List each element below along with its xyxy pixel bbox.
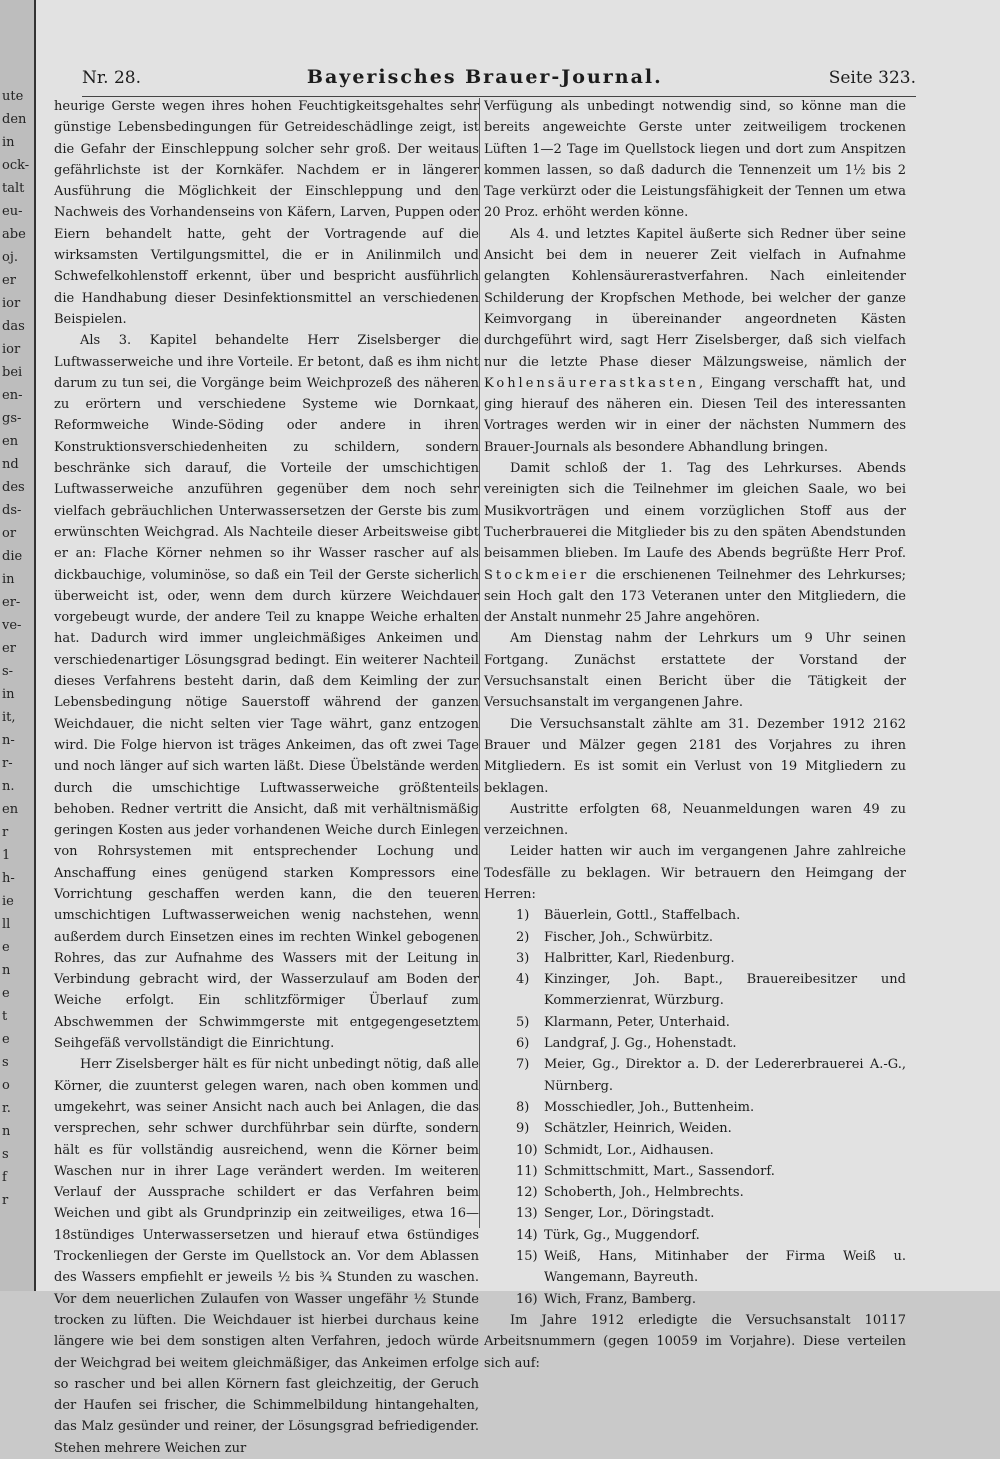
adjacent-page-edge [0,0,36,1291]
page-header [82,66,916,97]
margin-fragment: n [2,1124,11,1139]
list-item: 10) Schmidt, Lor., Aidhausen. [516,1142,714,1158]
margin-fragment: r- [2,756,13,771]
margin-fragment: e [2,1032,10,1047]
list-item: 8) Mosschiedler, Joh., Buttenheim. [516,1099,755,1115]
list-item: 13) Senger, Lor., Döringstadt. [516,1206,715,1222]
margin-fragment: h- [2,871,15,886]
margin-fragment: ds- [2,503,22,518]
list-item: 9) Schätzler, Heinrich, Weiden. [516,1121,732,1137]
margin-fragment: n [2,963,11,978]
list-item: 1) Bäuerlein, Gottl., Staffelbach. [516,908,741,924]
margin-fragment: ior [2,296,21,311]
margin-fragment: en- [2,388,23,403]
margin-fragment: r [2,1193,9,1208]
margin-fragment: ock- [2,158,30,173]
margin-fragment: e [2,986,10,1001]
paragraph: Als 3. Kapitel behandelte Herr Ziselsberger die Luftwasserweiche und ihre Vorteile. Er betont, daß es ihm nicht darum zu tun sei, die Vorgänge beim Weichprozeß des näheren zu erörtern und verschiedene Systeme wie Dornkaat, Reformweiche Winde-Söding oder andere in ihren Konstruktionsverschiedenheiten zu schildern, sondern beschränke sich darauf, die Vorteile der umschichtigen Luftwasserweiche anzuführen gegenüber dem noch sehr vielfach gebräuchlichen Unterwassersetzen der Gerste bis zum erwünschten Weichgrad. Als Nachteile dieser Arbeitsweise gibt er an: Flache Körner nehmen so ihr Wasser rascher auf als dickbauchige, voluminöse, so daß ein Teil der Gerste sicherlich überweicht ist, oder, wenn dem durch kürzere Weichdauer vorgebeugt wurde, der andere Teil zu knappe Weiche erhalten hat. Dadurch wird immer ungleichmäßiges Ankeimen und verschiedenartiger Lösungsgrad bedingt. Ein weiterer Nachteil dieses Verfahrens besteht darin, daß dem Keimling der zur Lebensbedingung nötige Sauerstoff während der ganzen Weichdauer, die nicht selten vier Tage währt, ganz entzogen wird. Die Folge hiervon ist träges Ankeimen, das oft zwei Tage und noch länger auf sich warten läßt. Diese Übelstände werden durch die umschichtige Luftwasserweiche größtenteils behoben. Redner vertritt die Ansicht, daß mit verhältnismäßig geringen Kosten aus jeder vorhandenen Weiche durch Einlegen von Rohrsystemen mit entsprechender Lochung und Anschaffung eines genügend starken Kompressors eine Vorrichtung geschaffen werden kann, die den teueren umschichtigen Luftwasserweichen wenig nachstehen, wenn außerdem durch Einsetzen eines im rechten Winkel gebogenen Rohres, das zur Aufnahme des Wassers mit der Leitung in Verbindung gebracht wird, der Wasserzulauf am Boden der Weiche erfolgt. Ein schlitzförmiger Überlauf zum Abschwemmen der Schwimmgerste mit entgegengesetztem Seihgefäß vervollständigt die Einrichtung. [54,333,479,1052]
margin-fragment: n. [2,779,15,794]
margin-fragment: e [2,940,10,955]
list-item: 15) Weiß, Hans, Mitinhaber der Firma Weiß u. Wangemann, Bayreuth. [516,1249,906,1286]
margin-fragment: abe [2,227,26,242]
list-item: 11) Schmittschmitt, Mart., Sassendorf. [516,1163,775,1179]
paragraph: heurige Gerste wegen ihres hohen Feuchtigkeitsgehaltes sehr günstige Lebensbedingungen für Getreideschädlinge zeigt, ist die Gefahr der Einschleppung solcher sehr groß. Der weitaus gefährlichste ist der Kornkäfer. Nachdem er in längerer Ausführung die Möglichkeit der Einschleppung und den Nachweis des Vorhandenseins von Käfern, Larven, Puppen oder Eiern behandelt hatte, geht der Vortragende auf die wirksamsten Vertilgungsmittel, die er in Anilinmilch und Schwefelkohlenstoff erkennt, über und bespricht ausführlich die Handhabung dieser Desinfektionsmittel an verschiedenen Beispielen. [54,99,479,327]
margin-fragment: f [2,1170,7,1185]
margin-fragment: nd [2,457,19,472]
list-item: 16) Wich, Franz, Bamberg. [516,1291,696,1307]
margin-fragment: it, [2,710,16,725]
right-column [484,96,906,1374]
paragraph: Leider hatten wir auch im vergangenen Jahre zahlreiche Todesfälle zu beklagen. Wir betrauern den Heimgang der Herren: [484,844,906,902]
margin-fragment: ve- [2,618,22,633]
margin-fragment: en [2,802,19,817]
margin-fragment: er- [2,595,21,610]
margin-fragment: s- [2,664,14,679]
margin-fragment: o [2,1078,10,1093]
list-item: 3) Halbritter, Karl, Riedenburg. [516,950,735,966]
issue-number: Nr. 28. [82,68,141,88]
margin-fragment: s [2,1147,9,1162]
margin-fragment: er [2,641,16,656]
obituary-list [484,905,906,1310]
list-item: 2) Fischer, Joh., Schwürbitz. [516,929,714,945]
margin-fragment: ute [2,89,24,104]
list-item: 12) Schoberth, Joh., Helmbrechts. [516,1185,744,1201]
paragraph: Im Jahre 1912 erledigte die Versuchsanstalt 10117 Arbeitsnummern (gegen 10059 im Vorjahre). Diese verteilen sich auf: [484,1312,906,1371]
margin-fragment: or [2,526,17,541]
list-item: 6) Landgraf, J. Gg., Hohenstadt. [516,1036,737,1052]
margin-fragment: t [2,1009,8,1024]
margin-fragment: n- [2,733,15,748]
list-item: 14) Türk, Gg., Muggendorf. [516,1227,700,1243]
margin-fragment: in [2,135,15,150]
margin-fragment: eu- [2,204,23,219]
margin-fragment: die [2,549,23,564]
page-number: Seite 323. [828,68,916,88]
paragraph: Herr Ziselsberger hält es für nicht unbedingt nötig, daß alle Körner, die zuunterst gelegen waren, nach oben kommen und umgekehrt, was seiner Ansicht nach auch bei Anlagen, die das versprechen, sehr schwer durchführbar sein dürfte, sondern hält es für vollständig ausreichend, wenn die Körner beim Waschen nur in ihrer Lage verändert werden. Im weiteren Verlauf der Aussprache schildert er das Verfahren beim Weichen und gibt als Grundprinzip ein zeitweiliges, etwa 16—18stündiges Unterwassersetzen und hierauf etwa 6stündiges Trockenliegen der Gerste im Quellstock an. Vor dem Ablassen des Wassers empfiehlt er jeweils ½ bis ¾ Stunden zu waschen. Vor dem neuerlichen Zulaufen von Wasser ungefähr ½ Stunde trocken zu lüften. Die Weichdauer ist hierbei durchaus keine längere wie bei dem sonstigen alten Verfahren, jedoch würde der Weichgrad bei weitem gleichmäßiger, das Ankeimen erfolge so rascher und bei allen Körnern fast gleichzeitig, der Geruch der Haufen sei frischer, die Schimmelbildung hintangehalten, das Malz gesünder und reiner, der Lösungsgrad befriedigender. Stehen mehrere Weichen zur [54,1057,479,1456]
margin-fragment: ior [2,342,21,357]
margin-fragment: talt [2,181,25,196]
paragraph: Austritte erfolgten 68, Neuanmeldungen waren 49 zu verzeichnen. [484,801,906,839]
margin-fragment: r [2,825,9,840]
margin-fragment: das [2,319,25,334]
left-column [54,96,479,1459]
paragraph: Verfügung als unbedingt notwendig sind, so könne man die bereits angeweichte Gerste unter zeitweiligem trockenen Lüften 1—2 Tage im Quellstock liegen und dort zum Anspitzen kommen lassen, so daß dadurch die Tennenzeit um 1½ bis 2 Tage verkürzt oder die Leistungsfähigkeit der Tennen um etwa 20 Proz. erhöht werden könne. [484,99,906,221]
margin-fragment: gs- [2,411,22,426]
margin-fragment: 1 [2,848,11,863]
journal-title: Bayerisches Brauer-Journal. [306,66,663,88]
list-item: 7) Meier, Gg., Direktor a. D. der Ledererbrauerei A.-G., Nürnberg. [516,1057,906,1094]
margin-fragment: in [2,687,15,702]
margin-fragment: in [2,572,15,587]
margin-fragment: er [2,273,16,288]
paragraph: Die Versuchsanstalt zählte am 31. Dezember 1912 2162 Brauer und Mälzer gegen 2181 des Vorjahres zu ihren Mitgliedern. Es ist somit ein Verlust von 19 Mitgliedern zu beklagen. [484,716,906,796]
margin-fragment: ll [2,917,11,932]
list-item: 5) Klarmann, Peter, Unterhaid. [516,1014,730,1030]
list-item: 4) Kinzinger, Joh. Bapt., Brauereibesitzer und Kommerzienrat, Würzburg. [516,972,906,1009]
margin-fragment: des [2,480,25,495]
margin-fragment: r. [2,1101,11,1116]
margin-fragment: ie [2,894,14,909]
newspaper-page [36,0,1000,1456]
margin-fragment: den [2,112,27,127]
paragraph: Als 4. und letztes Kapitel äußerte sich Redner über seine Ansicht bei dem in neuerer Zeit vielfach in Aufnahme gelangten Kohlensäurerastverfahren. Nach einleitender Schilderung der Kropfschen Methode, bei welcher der ganze Keimvorgang in übereinander angeordneten Kästen durchgeführt wird, sagt Herr Ziselsberger, daß sich vielfach nur die letzte Phase dieser Mälzungsweise, nämlich der Kohlensäurerastkasten, Eingang verschafft hat, und ging hierauf des näheren ein. Diesen Teil des interessanten Vortrages werden wir in einer der nächsten Nummern des Brauer-Journals als besondere Abhandlung bringen. [484,226,906,455]
margin-fragment: oj. [2,250,18,265]
paragraph: Damit schloß der 1. Tag des Lehrkurses. Abends vereinigten sich die Teilnehmer im gleichen Saale, wo bei Musikvorträgen und einem vorzüglichen Stoff aus der Tucherbrauerei die Mitglieder bis zu den späten Abendstunden beisammen blieben. Im Laufe des Abends begrüßte Herr Prof. Stockmeier die erschienenen Teilnehmer des Lehrkurses; sein Hoch galt den 173 Veteranen unter den Mitgliedern, die der Anstalt nunmehr 25 Jahre angehören. [484,461,906,626]
margin-fragment: bei [2,365,23,380]
margin-fragment: s [2,1055,9,1070]
paragraph: Am Dienstag nahm der Lehrkurs um 9 Uhr seinen Fortgang. Zunächst erstattete der Vorstand der Versuchsanstalt einen Bericht über die Tätigkeit der Versuchsanstalt im vergangenen Jahre. [484,631,906,711]
margin-fragment: en [2,434,19,449]
column-divider [479,98,480,1228]
